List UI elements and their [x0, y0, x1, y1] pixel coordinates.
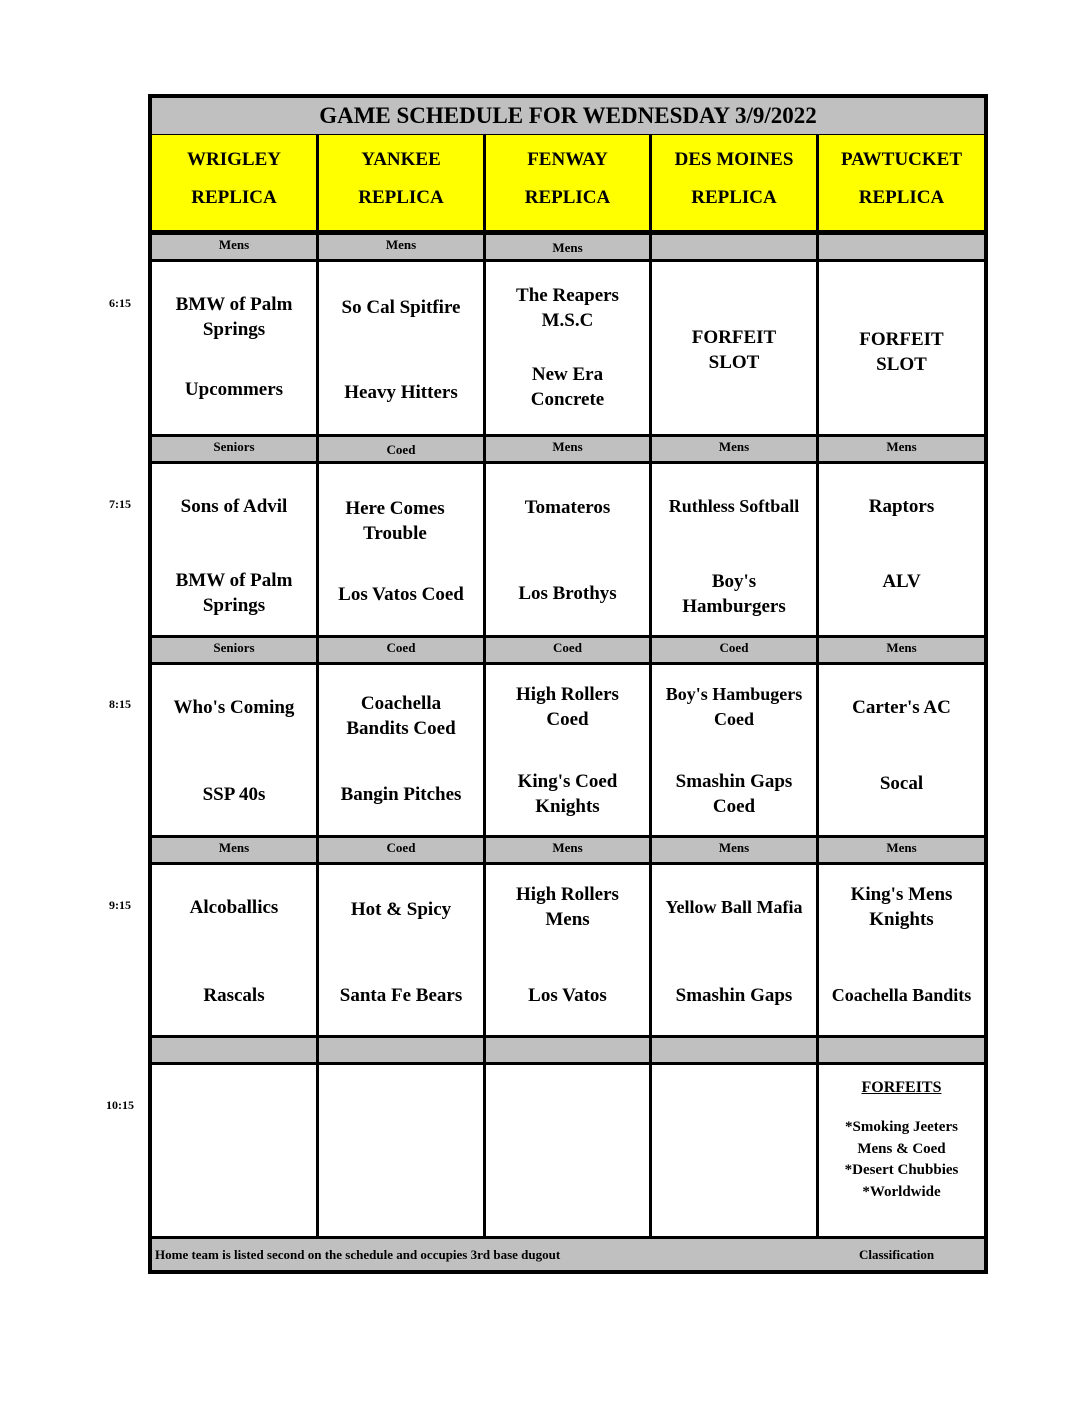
classification-bar: Coed — [319, 838, 483, 862]
forfeits-title: FORFEITS — [861, 1079, 942, 1096]
classification-bar — [652, 1038, 816, 1062]
away-team: Here Comes Trouble — [345, 498, 445, 544]
field-header — [486, 135, 649, 230]
forfeit-item: *Desert Chubbies — [844, 1162, 959, 1178]
home-team: BMW of Palm Springs — [175, 570, 293, 616]
home-team: Bangin Pitches — [340, 784, 462, 805]
classification-bar — [486, 1038, 649, 1062]
away-team: FORFEIT SLOT — [859, 329, 944, 375]
classification-bar — [819, 235, 984, 259]
field-name: PAWTUCKET — [840, 149, 963, 170]
game-cell — [152, 464, 316, 635]
game-cell — [819, 865, 984, 1035]
game-cell — [819, 464, 984, 635]
away-team: FORFEIT SLOT — [691, 327, 777, 373]
field-name: DES MOINES — [674, 149, 794, 170]
field-name: WRIGLEY — [187, 149, 281, 170]
game-cell — [819, 262, 984, 434]
game-cell — [486, 464, 649, 635]
field-sub: REPLICA — [358, 187, 444, 208]
field-sub: REPLICA — [191, 187, 277, 208]
schedule-table — [148, 94, 988, 1274]
away-team: Coachella Bandits Coed — [346, 693, 456, 739]
field-header — [652, 135, 816, 230]
home-team: Rascals — [203, 985, 265, 1006]
classification-bar: Seniors — [152, 638, 316, 662]
game-cell — [819, 665, 984, 835]
field-name: FENWAY — [527, 149, 608, 170]
home-team: Los Vatos Coed — [338, 584, 464, 605]
game-cell — [486, 1065, 649, 1236]
game-cell — [319, 665, 483, 835]
away-team: Ruthless Softball — [668, 496, 800, 516]
classification-bar: Mens — [819, 838, 984, 862]
away-team: King's Mens Knights — [850, 884, 953, 930]
home-team: Heavy Hitters — [344, 382, 458, 403]
home-team: ALV — [882, 571, 921, 592]
game-cell — [319, 262, 483, 434]
home-team: Santa Fe Bears — [339, 985, 463, 1006]
forfeit-item: Mens & Coed — [857, 1141, 946, 1157]
away-team: Hot & Spicy — [350, 899, 452, 920]
game-cell — [486, 665, 649, 835]
forfeits-cell — [819, 1065, 984, 1236]
away-team: High Rollers Coed — [516, 684, 619, 730]
classification-bar: Mens — [486, 437, 649, 461]
field-sub: REPLICA — [524, 187, 611, 208]
away-team: Yellow Ball Mafia — [665, 897, 803, 917]
home-team: Socal — [879, 773, 924, 794]
game-cell — [486, 865, 649, 1035]
away-team: BMW of Palm Springs — [175, 294, 293, 340]
forfeit-item: *Worldwide — [862, 1184, 941, 1200]
game-cell — [652, 1065, 816, 1236]
home-team: Upcommers — [184, 379, 284, 400]
time-slot-label: 8:15 — [109, 697, 131, 711]
home-team: Smashin Gaps Coed — [675, 771, 793, 817]
time-slot-label: 9:15 — [109, 898, 131, 912]
away-team: Carter's AC — [852, 697, 951, 718]
field-name: YANKEE — [361, 149, 441, 170]
field-sub: REPLICA — [691, 187, 777, 208]
schedule-title: GAME SCHEDULE FOR WEDNESDAY 3/9/2022 — [152, 98, 984, 134]
classification-bar — [152, 1038, 316, 1062]
time-column — [0, 0, 150, 1408]
classification-bar: Mens — [486, 838, 649, 862]
field-header — [319, 135, 483, 230]
classification-bar: Coed — [319, 638, 483, 662]
classification-bar: Mens — [652, 437, 816, 461]
classification-bar — [319, 1038, 483, 1062]
classification-bar: Mens — [319, 235, 483, 259]
field-sub: REPLICA — [858, 187, 945, 208]
home-team: Boy's Hamburgers — [682, 571, 786, 617]
footer-note: Home team is listed second on the schedule and occupies 3rd base dugout — [155, 1247, 561, 1262]
away-team: High Rollers Mens — [516, 884, 619, 930]
field-header — [819, 135, 984, 230]
game-cell — [486, 262, 649, 434]
classification-bar: Mens — [152, 838, 316, 862]
classification-bar: Mens — [819, 437, 984, 461]
classification-bar — [652, 235, 816, 259]
game-cell — [319, 865, 483, 1035]
away-team: Alcoballics — [189, 897, 279, 918]
game-cell — [152, 1065, 316, 1236]
away-team: So Cal Spitfire — [341, 297, 461, 318]
home-team: Los Brothys — [518, 583, 617, 604]
classification-bar: Mens — [152, 235, 316, 259]
game-cell — [652, 865, 816, 1035]
home-team: New Era Concrete — [530, 364, 605, 410]
game-cell — [652, 464, 816, 635]
footer-bar — [152, 1239, 984, 1270]
classification-bar: Coed — [652, 638, 816, 662]
away-team: Tomateros — [524, 497, 611, 518]
time-slot-label: 7:15 — [109, 497, 131, 511]
game-cell — [152, 865, 316, 1035]
away-team: Who's Coming — [173, 697, 295, 718]
home-team: Los Vatos — [528, 985, 607, 1006]
game-cell — [152, 665, 316, 835]
time-slot-label: 6:15 — [109, 296, 131, 310]
away-team: Boy's Hambugers Coed — [665, 684, 803, 729]
classification-bar — [819, 1038, 984, 1062]
home-team: Smashin Gaps — [675, 985, 793, 1006]
away-team: The Reapers M.S.C — [516, 285, 619, 331]
game-cell — [652, 262, 816, 434]
classification-label: Classification — [859, 1247, 935, 1262]
away-team: Sons of Advil — [180, 496, 288, 517]
away-team: Raptors — [868, 496, 935, 517]
home-team: SSP 40s — [202, 784, 266, 805]
classification-bar: Coed — [319, 437, 483, 461]
forfeit-item: *Smoking Jeeters — [845, 1119, 958, 1135]
classification-bar: Mens — [652, 838, 816, 862]
classification-bar: Coed — [486, 638, 649, 662]
home-team: King's Coed Knights — [517, 771, 618, 817]
game-cell — [652, 665, 816, 835]
game-cell — [152, 262, 316, 434]
time-slot-label: 10:15 — [106, 1098, 134, 1112]
field-header — [152, 135, 316, 230]
classification-bar: Mens — [819, 638, 984, 662]
game-cell — [319, 464, 483, 635]
classification-bar: Mens — [486, 235, 649, 259]
home-team: Coachella Bandits — [831, 985, 972, 1005]
classification-bar: Seniors — [152, 437, 316, 461]
game-cell — [319, 1065, 483, 1236]
